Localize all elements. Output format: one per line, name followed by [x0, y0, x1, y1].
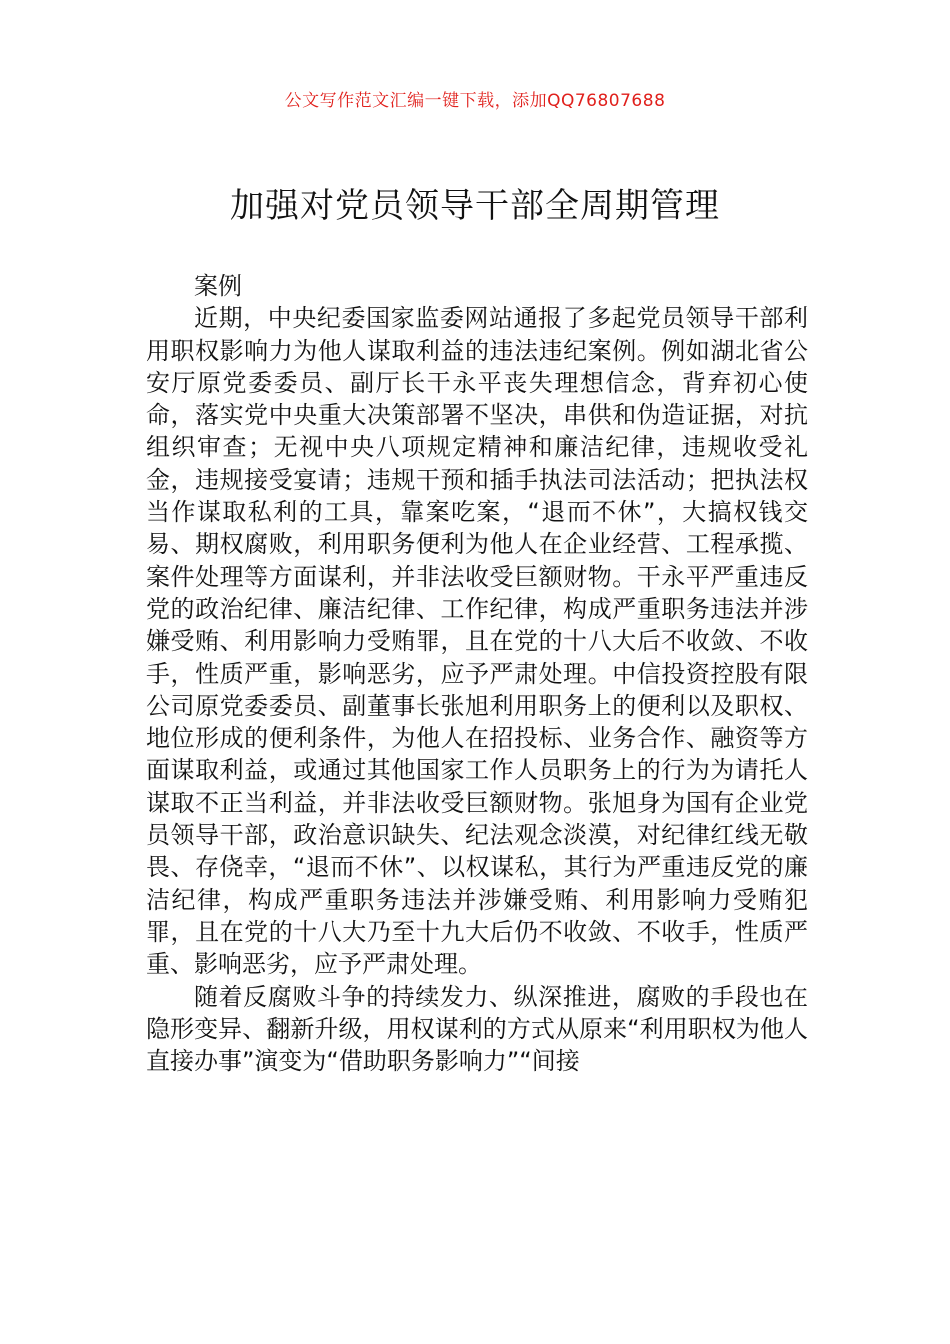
- paragraph-analysis: 随着反腐败斗争的持续发力、纵深推进，腐败的手段也在隐形变异、翻新升级，用权谋利的方式从原来“利用职权为他人直接办事”演变为“借助职务影响力”“间接: [146, 982, 808, 1076]
- download-notice: 公文写作范文汇编一键下载，添加QQ76807688: [284, 91, 666, 111]
- section-label-case: 案例: [194, 272, 242, 300]
- document-body: [146, 270, 808, 1077]
- document-title: 加强对党员领导干部全周期管理: [230, 186, 720, 226]
- paragraph-case-details: 近期，中央纪委国家监委网站通报了多起党员领导干部利用职权影响力为他人谋取利益的违法违纪案例。例如湖北省公安厅原党委委员、副厅长干永平丧失理想信念，背弃初心使命，落实党中央重大决策部署不坚决，串供和伪造证据，对抗组织审查；无视中央八项规定精神和廉洁纪律，违规收受礼金，违规接受宴请；违规干预和插手执法司法活动；把执法权当作谋取私利的工具，靠案吃案，“退而不休”，大搞权钱交易、期权腐败，利用职务便利为他人在企业经营、工程承揽、案件处理等方面谋利，并非法收受巨额财物。干永平严重违反党的政治纪律、廉洁纪律、工作纪律，构成严重职务违法并涉嫌受贿、利用影响力受贿罪，且在党的十八大后不收敛、不收手，性质严重，影响恶劣，应予严肃处理。中信投资控股有限公司原党委委员、副董事长张旭利用职务上的便利以及职权、地位形成的便利条件，为他人在招投标、业务合作、融资等方面谋取利益，或通过其他国家工作人员职务上的行为为请托人谋取不正当利益，并非法收受巨额财物。张旭身为国有企业党员领导干部，政治意识缺失、纪法观念淡漠，对纪律红线无敬畏、存侥幸，“退而不休”、以权谋私，其行为严重违反党的廉洁纪律，构成严重职务违法并涉嫌受贿、利用影响力受贿犯罪，且在党的十八大乃至十九大后仍不收敛、不收手，性质严重、影响恶劣，应予严肃处理。: [146, 304, 808, 979]
